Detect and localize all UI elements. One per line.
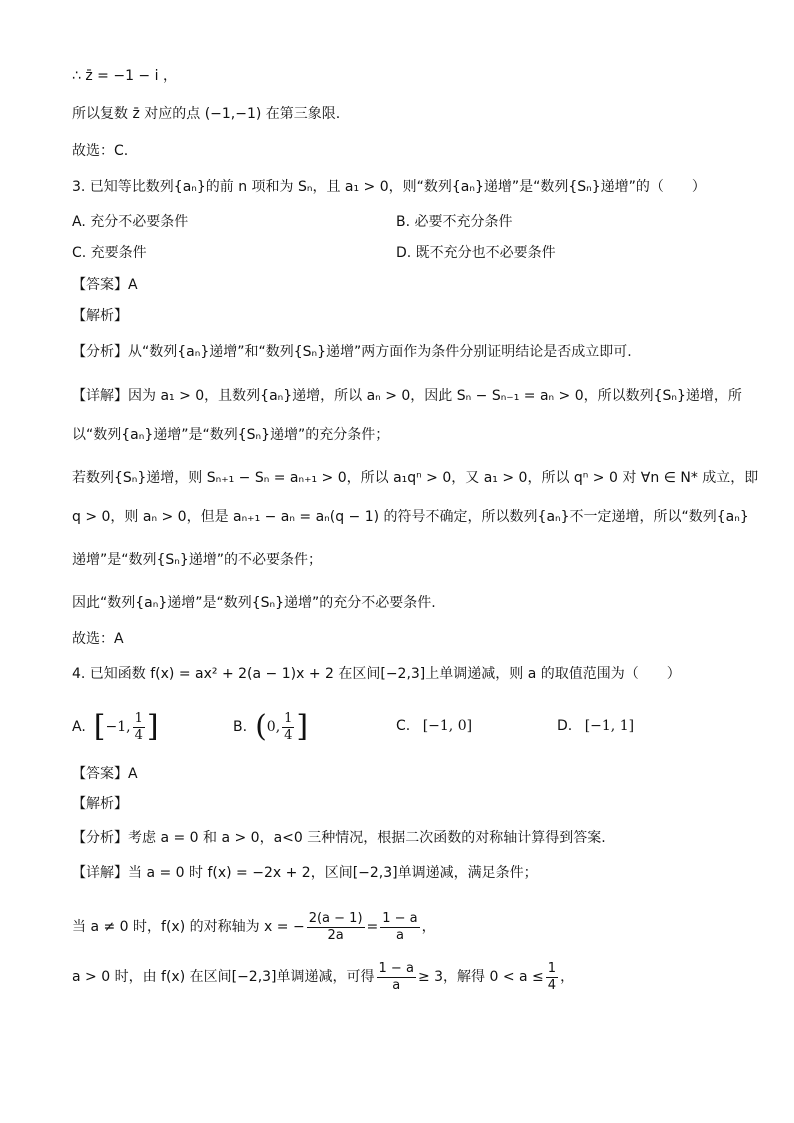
text-line: 所以复数 z̄ 对应的点 (−1,−1) 在第三象限. xyxy=(72,106,341,122)
fraction: $\frac{1 - a}{a}$ xyxy=(378,960,414,993)
fraction: $\frac{1}{4}$ xyxy=(547,960,557,993)
text-line: 若数列{Sₙ}递增，则 Sₙ₊₁ − Sₙ = aₙ₊₁ > 0，所以 a₁qⁿ > 0，又 a₁ > 0，所以 qⁿ > 0 对 ∀n ∈ N* 成立，即 xyxy=(72,470,759,486)
text-line: 故选：C. xyxy=(72,143,129,159)
q3-option-a: A. 充分不必要条件 xyxy=(72,214,189,230)
text-line: 【详解】因为 a₁ > 0，且数列{aₙ}递增，所以 aₙ > 0，因此 Sₙ − Sₙ₋₁ = aₙ > 0，所以数列{Sₙ}递增，所 xyxy=(72,388,742,404)
fraction: $\frac{1}{4}$ xyxy=(134,710,143,743)
q3-option-d: D. 既不充分也不必要条件 xyxy=(396,245,556,261)
q3-option-c: C. 充要条件 xyxy=(72,245,147,261)
text-line: 【分析】从“数列{aₙ}递增”和“数列{Sₙ}递增”两方面作为条件分别证明结论是否成立即可. xyxy=(72,344,632,360)
text-line: 递增”是“数列{Sₙ}递增”的不必要条件； xyxy=(72,552,323,568)
q4-option-b: B. ( 0, $\frac{1}{4}$ ] xyxy=(233,709,309,744)
text-line: ∴ z̄ = −1 − i ， xyxy=(72,68,177,84)
text-line: 故选：A xyxy=(72,631,124,647)
q4-option-a: A. [ −1, $\frac{1}{4}$ ] xyxy=(72,709,159,744)
text-line-axis: 当 a ≠ 0 时，f(x) 的对称轴为 x = − $\frac{2(a - 1)}{2a}$ = $\frac{1 - a}{a}$ ， xyxy=(72,910,436,943)
analysis-label: 【解析】 xyxy=(72,308,128,324)
fraction: $\frac{1}{4}$ xyxy=(284,710,293,743)
text-line: 【分析】考虑 a = 0 和 a > 0，a<0 三种情况，根据二次函数的对称轴计算得到答案. xyxy=(72,830,606,846)
answer-label: 【答案】A xyxy=(72,766,138,782)
fraction: $\frac{2(a - 1)}{2a}$ xyxy=(308,910,363,943)
analysis-label: 【解析】 xyxy=(72,796,128,812)
text-line-case: a > 0 时，由 f(x) 在区间[−2,3]单调递减，可得 $\frac{1 - a}{a}$ ≥ 3，解得 0 < a ≤ $\frac{1}{4}$ ， xyxy=(72,960,575,993)
question-3-stem: 3. 已知等比数列{aₙ}的前 n 项和为 Sₙ，且 a₁ > 0，则“数列{aₙ}递增”是“数列{Sₙ}递增”的（ ） xyxy=(72,179,706,195)
q4-option-c: C. [−1, 0] xyxy=(396,718,473,734)
q3-option-b: B. 必要不充分条件 xyxy=(396,214,513,230)
fraction: $\frac{1 - a}{a}$ xyxy=(382,910,418,943)
question-4-stem: 4. 已知函数 f(x) = ax² + 2(a − 1)x + 2 在区间[−2,3]上单调递减，则 a 的取值范围为（ ） xyxy=(72,666,681,682)
text-line: 因此“数列{aₙ}递增”是“数列{Sₙ}递增”的充分不必要条件. xyxy=(72,595,436,611)
q4-option-d: D. [−1, 1] xyxy=(557,718,635,734)
answer-label: 【答案】A xyxy=(72,277,138,293)
text-line: 以“数列{aₙ}递增”是“数列{Sₙ}递增”的充分条件； xyxy=(72,427,390,443)
text-line: q > 0，则 aₙ > 0，但是 aₙ₊₁ − aₙ = aₙ(q − 1) 的符号不确定，所以数列{aₙ}不一定递增，所以“数列{aₙ} xyxy=(72,509,749,525)
text-line: 【详解】当 a = 0 时 f(x) = −2x + 2，区间[−2,3]单调递减，满足条件； xyxy=(72,865,538,881)
